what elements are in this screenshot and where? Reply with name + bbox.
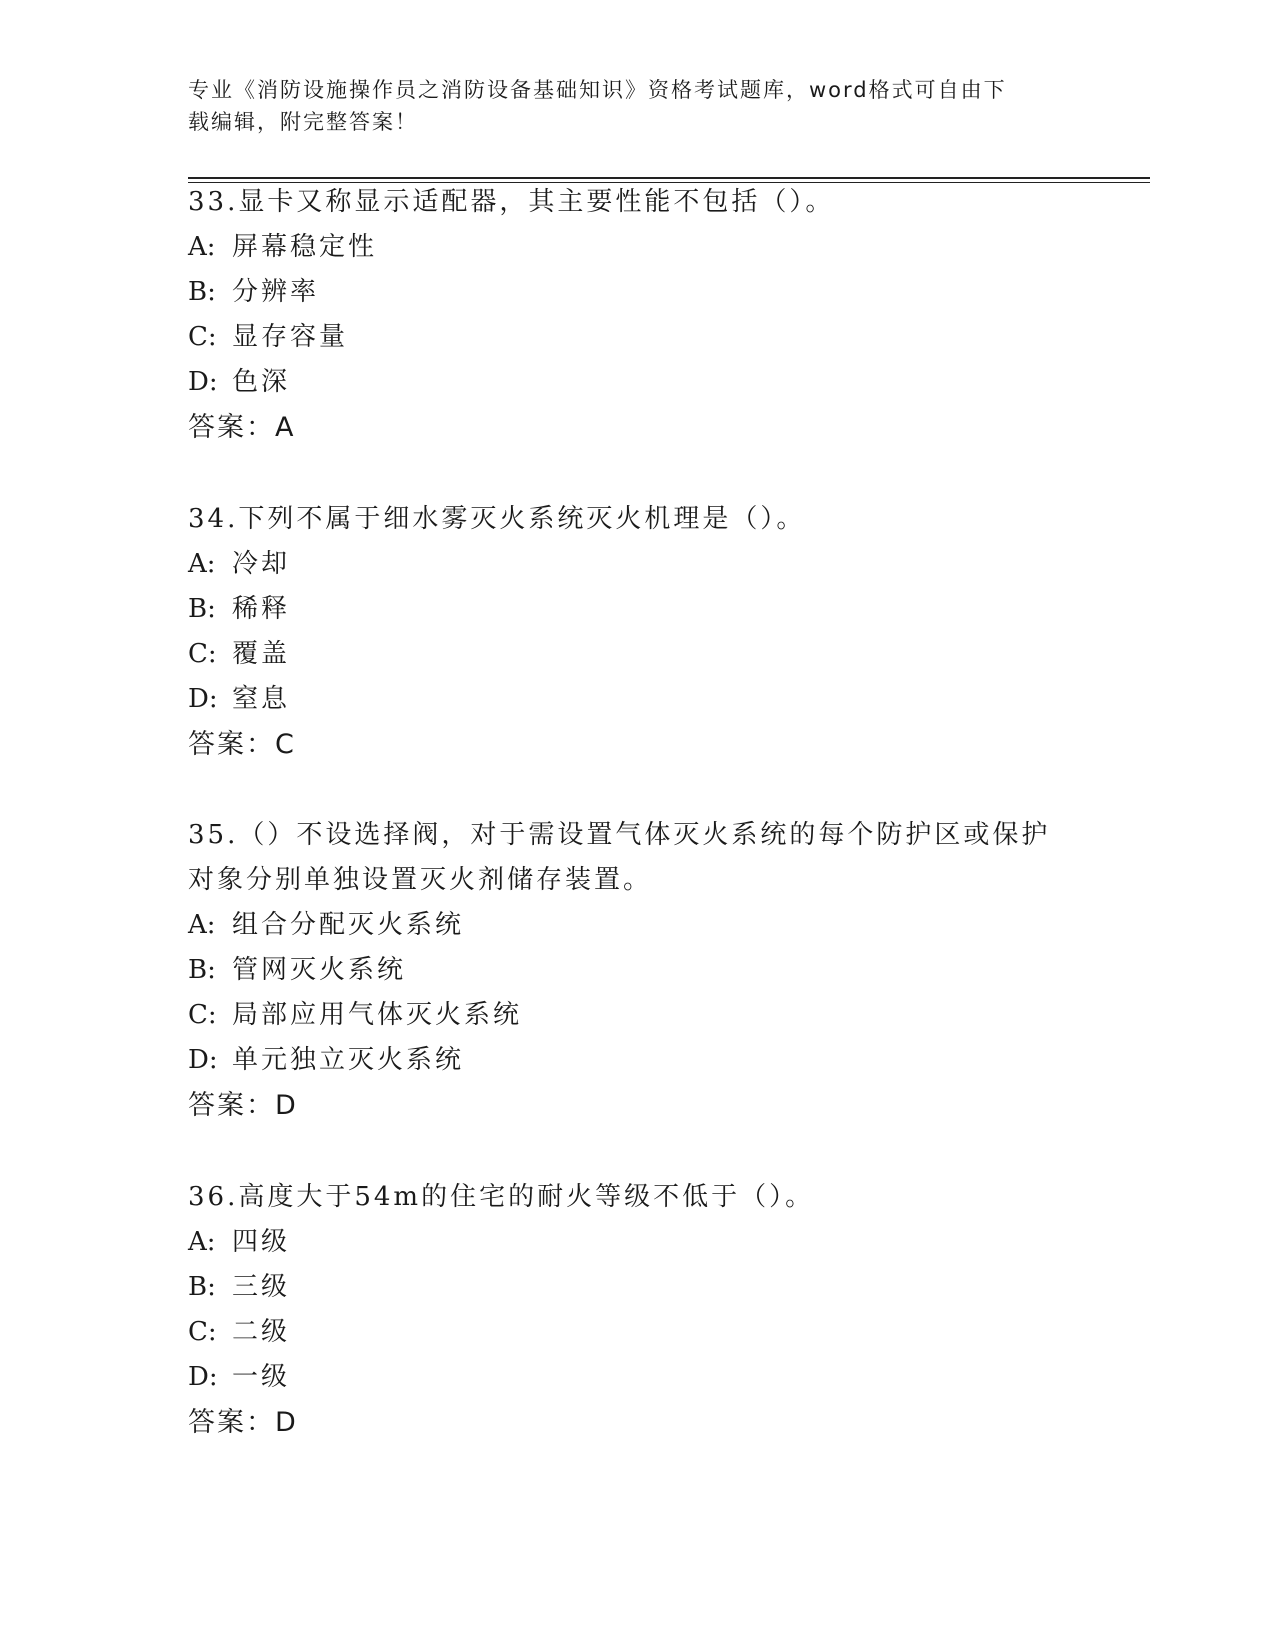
option-key: C:: [188, 1000, 217, 1030]
option-c: [188, 315, 1088, 360]
option-text: 覆盖: [232, 639, 291, 669]
option-key: B:: [188, 955, 216, 985]
option-key: A:: [188, 910, 216, 940]
option-text: 显存容量: [232, 322, 349, 352]
answer: 答案：D: [188, 1407, 298, 1438]
option-key: D:: [188, 1045, 218, 1075]
option-text: 二级: [232, 1317, 291, 1347]
option-b: [188, 270, 1088, 315]
option-a: [188, 542, 1088, 587]
option-text: 一级: [232, 1362, 291, 1392]
option-text: 四级: [232, 1227, 291, 1257]
question-stem: 34.下列不属于细水雾灭火系统灭火机理是（）。: [188, 504, 806, 534]
option-d: [188, 360, 1088, 405]
option-key: C:: [188, 322, 217, 352]
answer: 答案：D: [188, 1090, 298, 1121]
answer: 答案：C: [188, 729, 296, 760]
option-key: D:: [188, 684, 218, 714]
option-text: 单元独立灭火系统: [232, 1045, 465, 1075]
option-text: 三级: [232, 1272, 291, 1302]
option-text: 冷却: [232, 549, 291, 579]
option-c: [188, 1310, 1088, 1355]
option-b: [188, 1265, 1088, 1310]
option-key: B:: [188, 594, 216, 624]
option-a: [188, 903, 1068, 948]
header-line-1: 专业《消防设施操作员之消防设备基础知识》资格考试题库，word格式可自由下: [188, 78, 1007, 102]
option-text: 局部应用气体灭火系统: [232, 1000, 523, 1030]
option-key: D:: [188, 1362, 218, 1392]
option-d: [188, 1038, 1068, 1083]
question-36: [188, 1175, 1088, 1445]
question-33: [188, 180, 1088, 450]
option-a: [188, 225, 1088, 270]
header-line-2: 载编辑，附完整答案！: [188, 110, 418, 134]
header-divider-thick: [188, 177, 1150, 179]
question-stem: 33.显卡又称显示适配器，其主要性能不包括（）。: [188, 187, 835, 217]
option-a: [188, 1220, 1088, 1265]
option-d: [188, 677, 1088, 722]
option-key: C:: [188, 1317, 217, 1347]
option-key: B:: [188, 1272, 216, 1302]
question-35: [188, 813, 1068, 1128]
option-text: 组合分配灭火系统: [232, 910, 465, 940]
option-key: A:: [188, 549, 216, 579]
option-text: 色深: [232, 367, 291, 397]
document-header: [188, 74, 1088, 138]
answer: 答案：A: [188, 412, 296, 443]
option-c: [188, 632, 1088, 677]
option-key: A:: [188, 1227, 216, 1257]
option-key: B:: [188, 277, 216, 307]
option-text: 分辨率: [232, 277, 320, 307]
option-b: [188, 948, 1068, 993]
option-key: D:: [188, 367, 218, 397]
option-key: A:: [188, 232, 216, 262]
option-b: [188, 587, 1088, 632]
question-stem: 35.（）不设选择阀，对于需设置气体灭火系统的每个防护区或保护对象分别单独设置灭火剂储存装置。: [188, 820, 1051, 895]
question-stem: 36.高度大于54m的住宅的耐火等级不低于（）。: [188, 1182, 815, 1212]
option-key: C:: [188, 639, 217, 669]
option-c: [188, 993, 1068, 1038]
option-d: [188, 1355, 1088, 1400]
option-text: 稀释: [232, 594, 291, 624]
option-text: 管网灭火系统: [232, 955, 407, 985]
option-text: 窒息: [232, 684, 291, 714]
question-34: [188, 497, 1088, 767]
option-text: 屏幕稳定性: [232, 232, 378, 262]
